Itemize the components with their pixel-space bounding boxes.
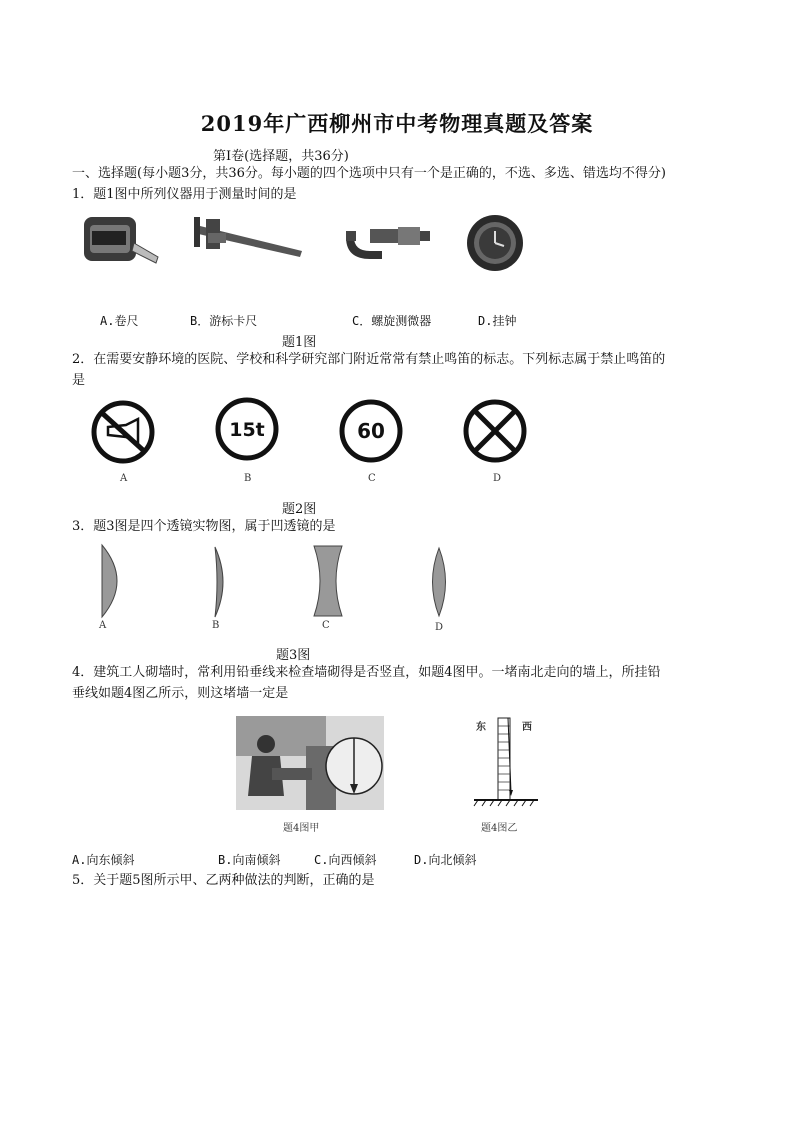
no-honking-sign [90,399,156,465]
q2-caption: 题2图 [282,502,317,517]
q4-figure-a-caption: 题4图甲 [283,823,320,834]
q1-text: 1．题1图中所列仪器用于测量时间的是 [72,187,297,202]
q1-option-d: D.挂钟 [478,314,517,328]
q3-label-b: B [212,620,220,631]
instructions: 一、选择题(每小题3分，共36分。每小题的四个选项中只有一个是正确的，不选、多选、错选均不得分) [72,166,666,181]
lens-d-biconvex [428,546,450,618]
q4-option-c: C.向西倾斜 [314,853,377,867]
q2-label-c: C [368,473,376,484]
q2-text-line2: 是 [72,373,86,388]
q3-label-d: D [435,622,444,633]
q2-label-d: D [493,473,502,484]
vernier-caliper-image [190,215,308,265]
q1-option-b: B．游标卡尺 [190,314,258,328]
paper-title: 2019年广西柳州市中考物理真题及答案 [200,111,594,136]
q4-label-east: 东 [476,722,486,733]
q4-text-line1: 4．建筑工人砌墙时，常利用铅垂线来检查墙砌得是否竖直，如题4图甲。一堵南北走向的墙上，所挂铅 [72,665,661,680]
q4-option-d: D.向北倾斜 [414,853,477,867]
q1-caption: 题1图 [282,335,317,350]
speed-limit-sign [338,398,404,464]
q4-text-line2: 垂线如题4图乙所示，则这堵墙一定是 [72,686,289,701]
speed-limit-text: 60 [357,419,385,443]
tape-measure-image [82,213,162,268]
q4-figure-a-worker-photo [236,716,384,810]
q3-caption: 题3图 [276,648,311,663]
q3-label-a: A [99,620,107,631]
lens-a-plano-convex [96,543,130,619]
q1-option-a: A.卷尺 [100,314,139,328]
q3-label-c: C [322,620,330,631]
lens-c-biconcave [312,544,344,618]
q4-figure-b-caption: 题4图乙 [481,823,518,834]
q2-text-line1: 2．在需要安静环境的医院、学校和科学研究部门附近常常有禁止鸣笛的标志。下列标志属于禁止鸣笛的 [72,352,666,367]
q2-label-a: A [120,473,128,484]
micrometer-image [342,213,432,263]
weight-limit-text: 15t [229,419,265,441]
q2-label-b: B [244,473,252,484]
q4-label-west: 西 [522,722,532,733]
q5-text: 5．关于题5图所示甲、乙两种做法的判断，正确的是 [72,873,375,888]
wall-clock-image [465,213,525,273]
section-heading: 第Ⅰ卷(选择题，共36分) [213,149,349,164]
lens-b-thin-convex [211,545,229,619]
q1-option-c: C．螺旋测微器 [352,314,432,328]
weight-limit-sign [214,396,280,462]
q3-text: 3．题3图是四个透镜实物图，属于凹透镜的是 [72,519,336,534]
q4-option-b: B.向南倾斜 [218,853,281,867]
q4-option-a: A.向东倾斜 [72,853,135,867]
no-stopping-sign [462,398,528,464]
